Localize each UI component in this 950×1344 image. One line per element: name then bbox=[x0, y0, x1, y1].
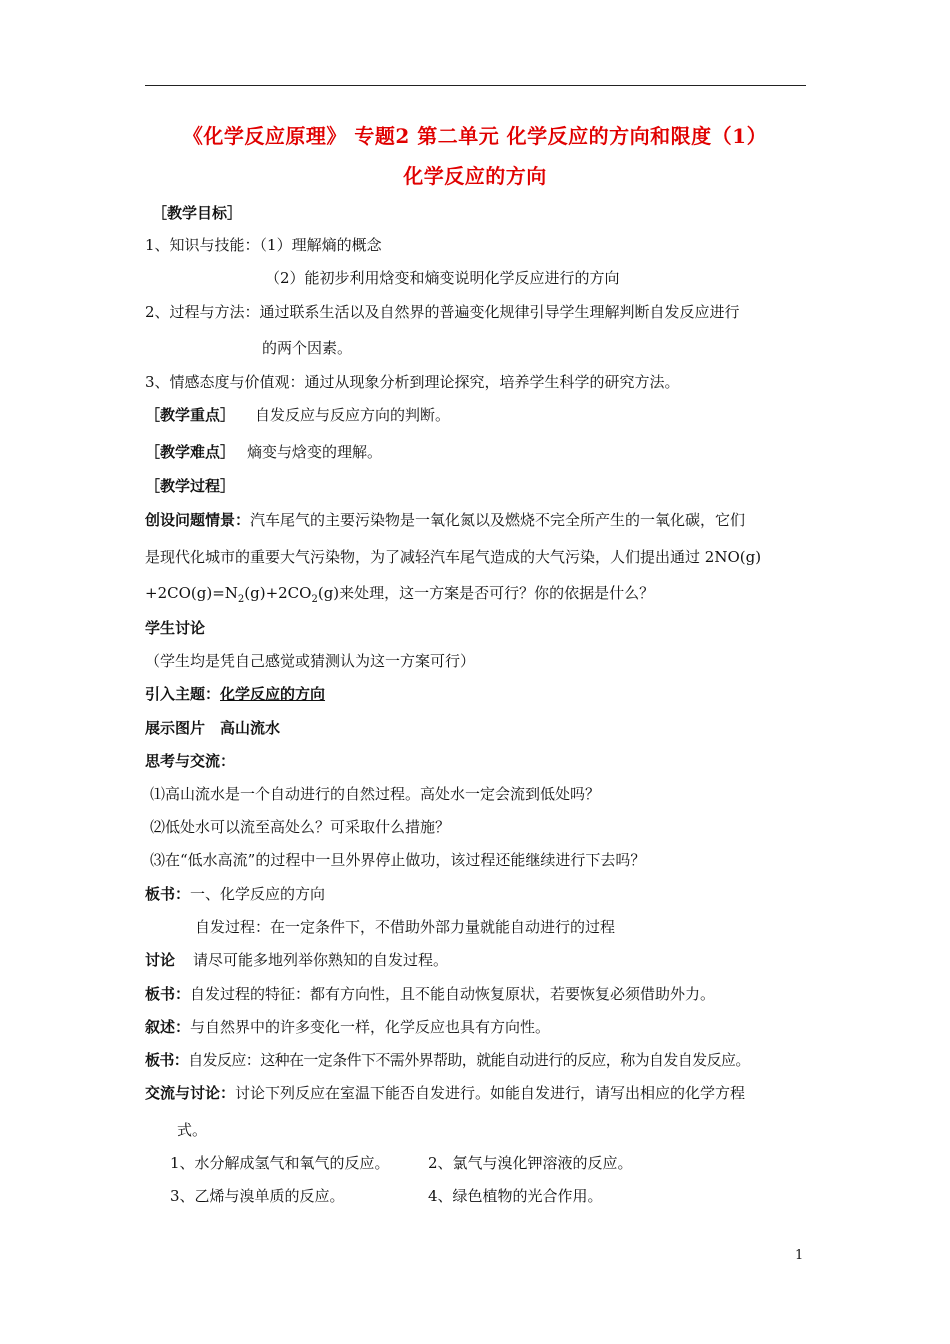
exchange-row bbox=[145, 1082, 745, 1103]
discuss-2-label: 讨论 bbox=[145, 951, 176, 969]
equation-part-a: +2CO(g)=N bbox=[145, 584, 238, 602]
objective-line-2: （2）能初步利用焓变和熵变说明化学反应进行的方向 bbox=[265, 269, 620, 287]
key-point-label: ［教学重点］ bbox=[145, 406, 236, 424]
discussion-label: 学生讨论 bbox=[145, 619, 206, 637]
exchange-label: 交流与讨论： bbox=[145, 1084, 236, 1102]
equation-subscript-1: 2 bbox=[237, 594, 245, 605]
board-3-row bbox=[145, 1049, 750, 1070]
header-rule bbox=[145, 85, 806, 86]
intro-row bbox=[145, 683, 325, 704]
document-subtitle: 化学反应的方向 bbox=[403, 164, 547, 188]
think-question-1: ⑴高山流水是一个自动进行的自然过程。高处水一定会流到低处吗？ bbox=[150, 785, 601, 803]
reaction-item-1: 1、水分解成氢气和氧气的反应。 bbox=[170, 1154, 390, 1172]
scenario-label: 创设问题情景： bbox=[145, 511, 251, 529]
board-1-row bbox=[145, 883, 325, 904]
board-1-label: 板书： bbox=[145, 885, 191, 903]
exchange-text-1: 讨论下列反应在室温下能否自发进行。如能自发进行，请写出相应的化学方程 bbox=[235, 1084, 746, 1102]
objectives-heading: ［教学目标］ bbox=[152, 204, 243, 222]
board-2-text: 自发过程的特征：都有方向性，且不能自动恢复原状，若要恢复必须借助外力。 bbox=[190, 985, 716, 1003]
equation-part-c: (g)来处理，这一方案是否可行？你的依据是什么？ bbox=[317, 584, 655, 602]
equation-subscript-2: 2 bbox=[311, 594, 318, 605]
equation-part-b: (g)+2CO bbox=[244, 584, 312, 602]
narrate-text: 与自然界中的许多变化一样，化学反应也具有方向性。 bbox=[190, 1018, 551, 1036]
scenario-row-2: 是现代化城市的重要大气污染物，为了减轻汽车尾气造成的大气污染，人们提出通过 2NO(g) bbox=[145, 548, 762, 566]
key-point-row bbox=[145, 404, 450, 425]
difficulty-text: 熵变与焓变的理解。 bbox=[247, 443, 383, 461]
board-3-text: 自发反应：这种在一定条件下不需外界帮助，就能自动进行的反应，称为自发自发反应。 bbox=[188, 1051, 750, 1069]
discuss-2-row bbox=[145, 949, 448, 970]
reaction-item-4: 4、绿色植物的光合作用。 bbox=[428, 1187, 603, 1205]
board-1-definition: 自发过程：在一定条件下，不借助外部力量就能自动进行的过程 bbox=[195, 918, 616, 936]
think-question-3: ⑶在“低水高流”的过程中一旦外界停止做功，该过程还能继续进行下去吗？ bbox=[150, 851, 646, 869]
scenario-equation-row bbox=[145, 582, 654, 605]
discuss-2-text: 请尽可能多地列举你熟知的自发过程。 bbox=[193, 951, 449, 969]
intro-topic: 化学反应的方向 bbox=[220, 685, 326, 703]
difficulty-label: ［教学难点］ bbox=[145, 443, 236, 461]
objective-line-3: 2、过程与方法：通过联系生活以及自然界的普遍变化规律引导学生理解判断自发反应进行 bbox=[145, 303, 740, 321]
discussion-text: （学生均是凭自己感觉或猜测认为这一方案可行） bbox=[145, 652, 476, 670]
think-question-2: ⑵低处水可以流至高处么？可采取什么措施？ bbox=[150, 818, 451, 836]
show-image-line: 展示图片 高山流水 bbox=[145, 719, 281, 737]
difficulty-row bbox=[145, 441, 382, 462]
board-3-label: 板书： bbox=[145, 1051, 189, 1069]
objective-line-5: 3、情感态度与价值观：通过从现象分析到理论探究，培养学生科学的研究方法。 bbox=[145, 373, 680, 391]
board-2-row bbox=[145, 983, 715, 1004]
exchange-text-2: 式。 bbox=[177, 1121, 208, 1139]
board-2-label: 板书： bbox=[145, 985, 191, 1003]
page-number: 1 bbox=[795, 1248, 804, 1263]
narrate-label: 叙述： bbox=[145, 1018, 191, 1036]
think-label: 思考与交流： bbox=[145, 752, 236, 770]
process-heading: ［教学过程］ bbox=[145, 477, 236, 495]
document-title: 《化学反应原理》 专题2 第二单元 化学反应的方向和限度（1） bbox=[182, 124, 768, 148]
reaction-item-2: 2、氯气与溴化钾溶液的反应。 bbox=[428, 1154, 633, 1172]
objective-line-1: 1、知识与技能：（1）理解熵的概念 bbox=[145, 236, 382, 254]
objective-line-4: 的两个因素。 bbox=[262, 339, 353, 357]
board-1-text: 一、化学反应的方向 bbox=[190, 885, 326, 903]
scenario-text-1: 汽车尾气的主要污染物是一氧化氮以及燃烧不完全所产生的一氧化碳，它们 bbox=[250, 511, 746, 529]
narrate-row bbox=[145, 1016, 550, 1037]
reaction-item-3: 3、乙烯与溴单质的反应。 bbox=[170, 1187, 345, 1205]
scenario-row-1 bbox=[145, 509, 745, 530]
intro-label: 引入主题： bbox=[145, 685, 221, 703]
key-point-text: 自发反应与反应方向的判断。 bbox=[255, 406, 451, 424]
